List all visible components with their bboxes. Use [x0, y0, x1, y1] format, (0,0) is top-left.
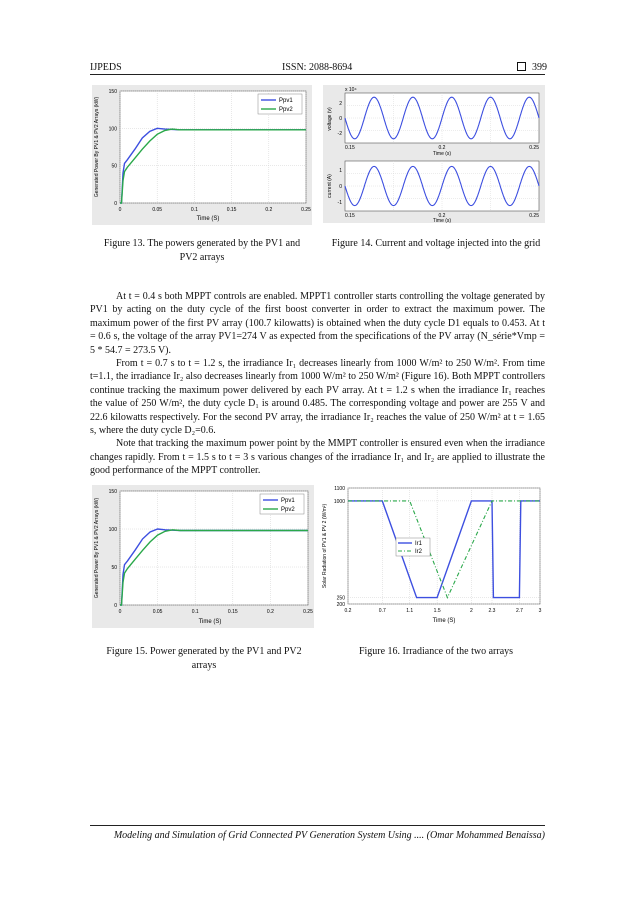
body-text [90, 290, 545, 478]
figure-15-chart [92, 485, 314, 628]
fig13-legend-ppv1: Ppv1 [279, 98, 293, 104]
fig16-ylabel: Solar Radiation of PV1 & PV 2 (W/m²) [322, 503, 328, 589]
f16-ytick-label: 1100 [334, 486, 345, 492]
fig15-legend-ppv1: Ppv1 [281, 498, 295, 504]
fig13-ylabel: Generated Power By PV1 & PV2 Arrays (kW) [94, 96, 100, 198]
f13-ytick-label: 0 [114, 201, 117, 207]
f16-xtick-label: 0.2 [344, 608, 352, 614]
fig14-top-ytick-m2: -2 [337, 131, 342, 137]
f13-xtick-label: 0.15 [226, 207, 237, 213]
fig16-legend [396, 538, 430, 556]
figure-14-caption: Figure 14. Current and voltage injected into the grid [331, 238, 541, 249]
f15-xtick-label: 0.1 [191, 609, 199, 615]
f13-ytick-label: 50 [111, 163, 117, 170]
figure-13-caption [88, 237, 316, 265]
paragraph-1: At t = 0.4 s both MPPT controls are enabled. MPPT1 controller starts controlling the voltage generated by PV1 by acting on the duty cycle of the first boost converter in order to extract the maximum power. The maximum power of the first PV array (100.7 kilowatts) is obtained when the duty cycle D1 equals to 0.453. At t = 0.6 s, the voltage of the array PV1=274 V as expected from the specifications of the PV array (N_série*Vmp = 5 * 54.7 = 273.5 V). [90, 291, 545, 356]
figure-13-caption-line2: PV2 arrays [179, 252, 225, 263]
f15-ytick-label: 0 [114, 603, 117, 609]
fig14-bottom-xtick-3: 0.25 [529, 213, 539, 219]
fig16-legend-ir1: Ir1 [415, 541, 423, 547]
square-bullet-icon [517, 62, 526, 71]
f15-xtick-label: 0.05 [152, 609, 163, 615]
journal-name: IJPEDS [90, 62, 122, 73]
f16-ytick-label: 250 [336, 595, 345, 602]
f16-xtick-label: 0.7 [378, 608, 386, 614]
paragraph-3: Note that tracking the maximum power point by the MMPT controller is ensured even when the irradiance changes rapidly. From t = 1.5 s to t = 3 s various changes of the irradiance Ir₁ and Ir₂ are applied to illustrate the good performance of the MPPT controller. [90, 438, 545, 477]
figure-13-chart [92, 85, 312, 225]
f13-xtick-label: 0.2 [265, 207, 273, 213]
figure-15-caption [88, 645, 320, 673]
f16-xtick-label: 2.3 [488, 608, 496, 614]
fig14-bottom-xtick-1: 0.15 [345, 213, 355, 219]
f15-xtick-label: 0.25 [303, 609, 313, 615]
fig15-legend-ppv2: Ppv2 [281, 507, 295, 513]
f13-xtick-label: 0.1 [190, 207, 198, 213]
fig14-top-xtick-3: 0.25 [529, 145, 539, 151]
f15-xtick-label: 0.2 [266, 609, 274, 615]
figure-16-chart [318, 482, 546, 625]
header-rule [90, 74, 545, 75]
figure-15-caption-line1: Figure 15. Power generated by the PV1 and PV2 [106, 646, 302, 657]
figure-15-caption-line2: arrays [191, 660, 217, 671]
f16-ytick-label: 1000 [333, 498, 345, 505]
f15-ytick-label: 150 [108, 489, 117, 495]
f16-ytick-label: 200 [336, 602, 345, 608]
fig15-xlabel: Time (S) [198, 619, 222, 625]
fig14-top-ylabel: voltage (v) [327, 107, 333, 131]
fig14-bottom-xlabel: Time (s) [432, 218, 452, 223]
fig14-bottom-ylabel: current (A) [327, 174, 333, 198]
f13-xtick-label: 0.05 [152, 207, 163, 213]
figure-13-caption-line1: Figure 13. The powers generated by the PV1 and [103, 238, 301, 249]
footer-citation: Modeling and Simulation of Grid Connected PV Generation System Using .... (Omar Mohammed Benaissa) [113, 830, 545, 841]
fig14-bottom-ytick-0: 0 [339, 184, 342, 190]
paragraph-2: From t = 0.7 s to t = 1.2 s, the irradiance Ir₁ decreases linearly from 1000 W/m² to 250 W/m². From time t=1.1, the irradiance Ir₂ also decreases linearly from 1000 W/m² to 250 W/m² (Figure 16). Both MPPT controllers continue tracking the maximum power delivered by each PV array. At t = 1.2 s when the irradiance Ir₁ reaches the value of 250 W/m², the duty cycle D₁ is around 0.485. The corresponding voltage and power are 255 V and 22.6 kilowatts respectively. For the second PV array, the irradiance Ir₂ reaches the value of 250 W/m² at t = 1.65 s, where the duty cycle D₂=0.6. [90, 358, 545, 437]
f16-xtick-label: 2 [470, 608, 473, 614]
page-number-wrap [517, 62, 547, 73]
f13-xtick-label: 0.25 [301, 207, 311, 213]
fig14-top-ytick-2: 2 [339, 101, 342, 107]
f15-xtick-label: 0 [118, 609, 122, 615]
fig14-top-xtick-1: 0.15 [345, 145, 355, 151]
f16-xtick-label: 2.7 [515, 608, 523, 614]
fig13-xlabel: Time (S) [196, 216, 220, 222]
f16-xtick-label: 3 [538, 608, 542, 614]
figure-14-chart [323, 85, 545, 223]
fig16-legend-ir2: Ir2 [415, 549, 423, 555]
fig15-legend [260, 494, 304, 514]
fig13-legend-ppv2: Ppv2 [279, 107, 293, 113]
fig14-exponent: x 10⁴ [345, 87, 357, 93]
fig14-top-ytick-0: 0 [339, 116, 342, 122]
page-number: 399 [532, 62, 547, 73]
f13-ytick-label: 150 [108, 89, 117, 95]
f13-xtick-label: 0 [118, 207, 122, 213]
fig14-bottom-ytick-m1: -1 [337, 200, 342, 206]
f13-ytick-label: 100 [108, 126, 117, 133]
f16-xtick-label: 1.1 [406, 608, 414, 614]
f16-xtick-label: 1.5 [433, 608, 441, 614]
fig16-xlabel: Time (S) [432, 618, 456, 624]
f15-ytick-label: 50 [111, 565, 117, 571]
fig13-legend [258, 94, 302, 114]
fig14-bottom-xtick-2: 0.2 [438, 213, 446, 219]
f15-xtick-label: 0.15 [227, 609, 238, 615]
issn: ISSN: 2088-8694 [282, 62, 353, 73]
fig15-ylabel: Generated Power By PV1 & PV2 Arrays (kW) [94, 497, 100, 599]
footer-rule [90, 825, 545, 826]
fig16-plot-area [348, 488, 540, 604]
fig14-bottom-ytick-1: 1 [339, 168, 342, 174]
figure-16-caption: Figure 16. Irradiance of the two arrays [358, 646, 514, 657]
f15-ytick-label: 100 [108, 527, 117, 533]
fig14-top-xtick-2: 0.2 [438, 145, 446, 151]
fig14-top-xlabel: Time (s) [432, 151, 452, 157]
